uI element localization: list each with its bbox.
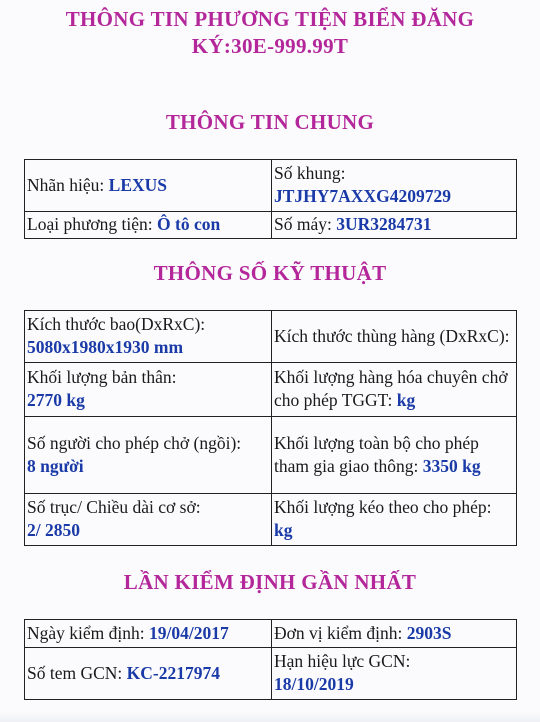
cargo-dimensions-label: Kích thước thùng hàng (DxRxC): [274,325,510,346]
certificate-value: KC-2217974 [126,662,220,683]
gross-weight-cell [272,417,517,494]
inspection-unit-value: 2903S [406,622,452,643]
engine-cell [272,212,517,239]
axle-wheelbase-cell [25,494,272,546]
specs-heading: THÔNG SỐ KỸ THUẬT [153,261,387,285]
certificate-cell [25,648,272,700]
vehicle-type-value: Ô tô con [157,214,221,234]
axle-wheelbase-value: 2/ 2850 [27,520,80,540]
dimensions-label: Kích thước bao(DxRxC): [27,314,206,334]
general-info-table [24,159,517,239]
expiry-value: 18/10/2019 [274,674,354,694]
chassis-value: JTJHY7AXXG4209729 [274,186,451,206]
table-row [25,212,517,239]
gross-weight-label: Khối lượng toàn bộ cho phép tham gia giao thông: [274,432,479,476]
table-row [25,620,517,648]
chassis-label: Số khung: [274,163,346,183]
table-row [25,160,517,212]
table-row [25,311,517,363]
curb-weight-value: 2770 kg [27,390,85,410]
inspection-date-label: Ngày kiểm định: [27,622,149,643]
table-row [25,363,517,417]
bottom-fade [0,712,540,722]
curb-weight-cell [25,363,272,417]
table-row [25,648,517,700]
table-row [25,417,517,494]
chassis-cell [272,160,517,212]
seats-value: 8 người [27,455,84,476]
gross-weight-value: 3350 kg [422,455,481,476]
axle-wheelbase-label: Số trục/ Chiều dài cơ sở: [27,497,201,517]
expiry-label: Hạn hiệu lực GCN: [274,651,411,671]
table-row [25,494,517,546]
seats-label: Số người cho phép chở (ngồi): [27,432,242,453]
general-info-heading: THÔNG TIN CHUNG [165,110,375,134]
cargo-dimensions-cell [272,311,517,363]
vehicle-type-label: Loại phương tiện: [27,214,158,234]
inspection-date-value: 19/04/2017 [149,622,229,643]
dimensions-value: 5080x1980x1930 mm [27,337,184,357]
inspection-unit-label: Đơn vị kiểm định: [274,622,407,643]
brand-value: LEXUS [108,174,168,195]
certificate-label: Số tem GCN: [27,662,127,683]
vehicle-type-cell [25,212,272,239]
payload-cell [272,363,517,417]
dimensions-cell [25,311,272,363]
engine-value: 3UR3284731 [336,214,432,234]
page-title-line2: KÝ:30E-999.99T [191,34,349,58]
engine-label: Số máy: [274,214,337,234]
payload-label: Khối lượng hàng hóa chuyên chở cho phép TGGT: [274,367,508,410]
specs-table [24,310,517,546]
expiry-cell [272,648,517,700]
seats-cell [25,417,272,494]
page-title-line1: THÔNG TIN PHƯƠNG TIỆN BIỂN ĐĂNG [65,7,475,31]
towing-label: Khối lượng kéo theo cho phép: [274,497,492,517]
inspection-heading: LẦN KIỂM ĐỊNH GẦN NHẤT [123,570,417,594]
towing-value: kg [274,520,293,540]
brand-cell [25,160,272,212]
inspection-date-cell [25,620,272,648]
curb-weight-label: Khối lượng bản thân: [27,367,177,387]
page-title [0,6,540,60]
inspection-table [24,619,517,700]
towing-cell [272,494,517,546]
inspection-unit-cell [272,620,517,648]
payload-value: kg [396,390,416,410]
brand-label: Nhãn hiệu: [27,174,109,195]
